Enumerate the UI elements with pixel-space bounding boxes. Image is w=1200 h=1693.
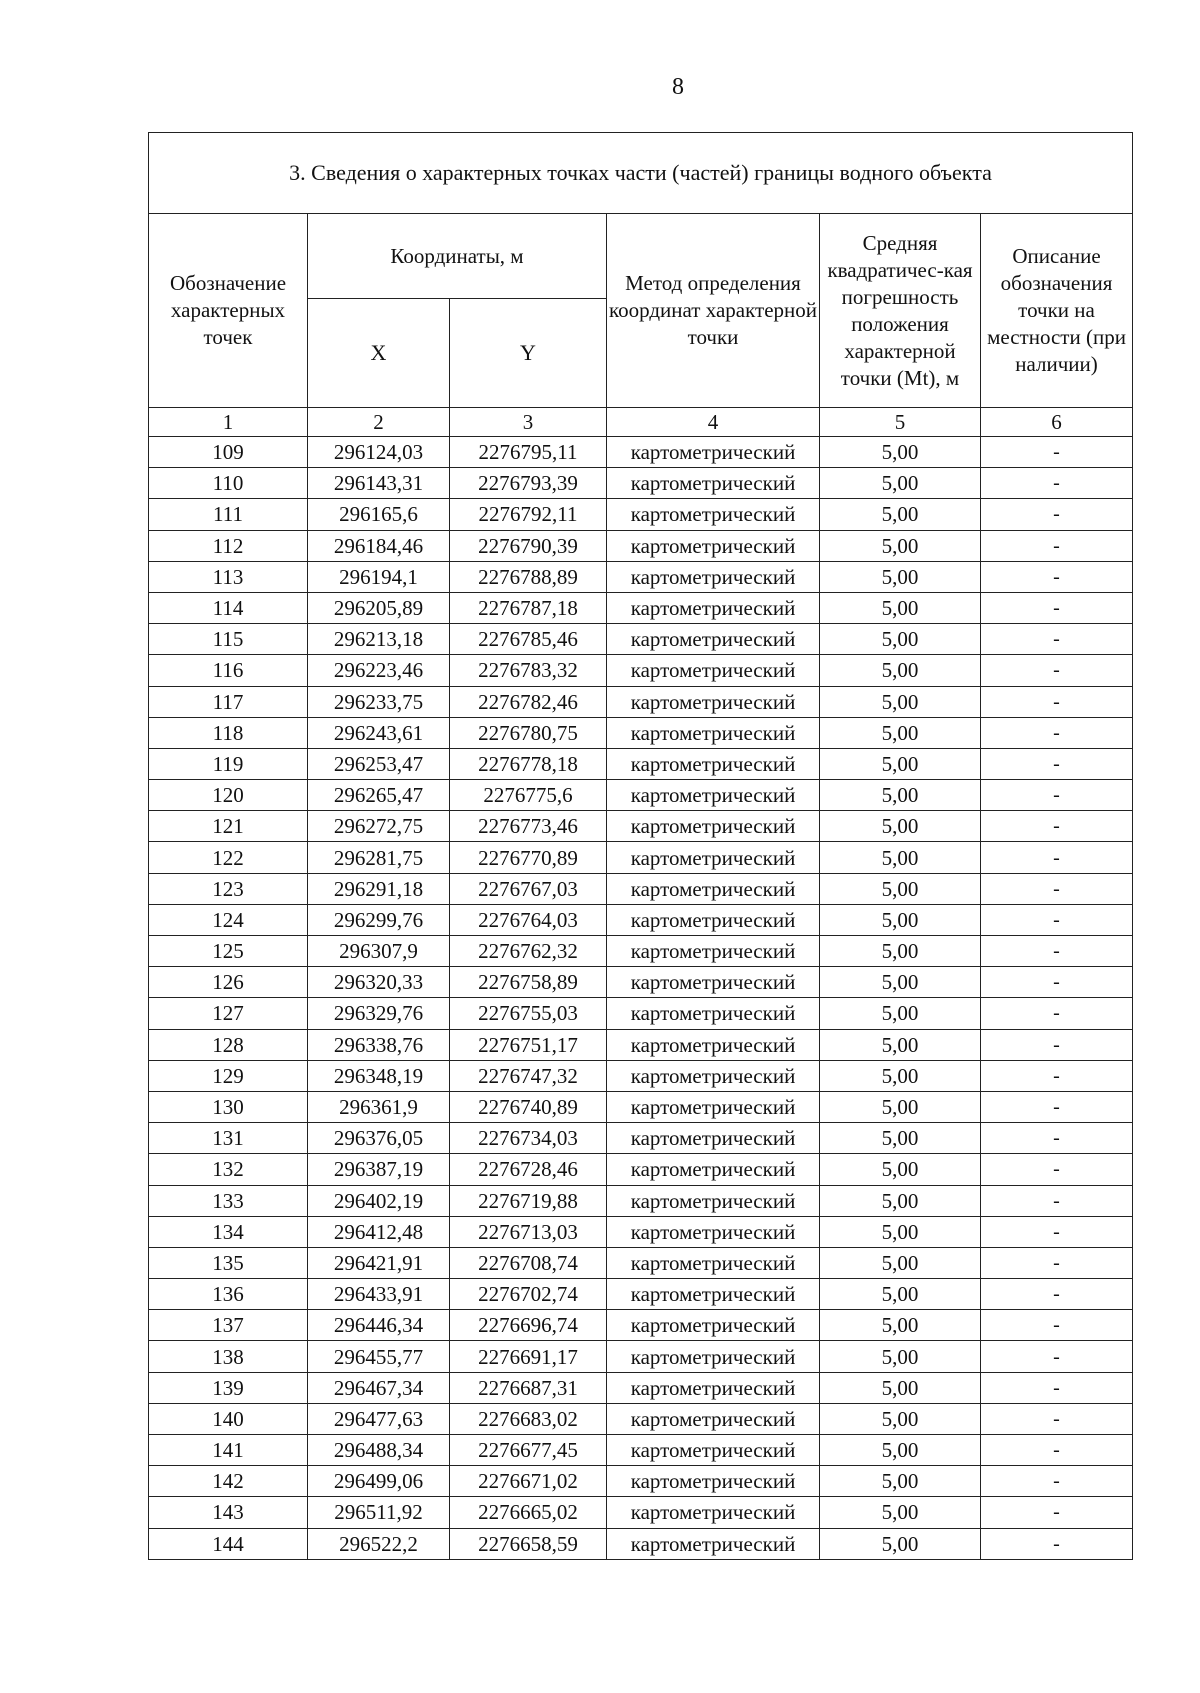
accuracy-cell: 5,00 (820, 1466, 981, 1497)
method-cell: картометрический (607, 686, 820, 717)
table-row (149, 655, 1133, 686)
accuracy-cell: 5,00 (820, 1216, 981, 1247)
table-row (149, 904, 1133, 935)
y-coordinate-cell: 2276795,11 (450, 437, 607, 468)
x-coordinate-cell: 296511,92 (308, 1497, 450, 1528)
x-coordinate-cell: 296361,9 (308, 1091, 450, 1122)
y-coordinate-cell: 2276696,74 (450, 1310, 607, 1341)
y-coordinate-cell: 2276767,03 (450, 873, 607, 904)
description-cell: - (981, 967, 1133, 998)
point-number-cell: 120 (149, 780, 308, 811)
method-cell: картометрический (607, 1310, 820, 1341)
x-coordinate-cell: 296291,18 (308, 873, 450, 904)
point-number-cell: 122 (149, 842, 308, 873)
x-coordinate-cell: 296499,06 (308, 1466, 450, 1497)
method-cell: картометрический (607, 1123, 820, 1154)
x-coordinate-cell: 296213,18 (308, 624, 450, 655)
header-method: Метод определения координат характерной точки (607, 214, 820, 408)
description-cell: - (981, 936, 1133, 967)
method-cell: картометрический (607, 1372, 820, 1403)
point-number-cell: 131 (149, 1123, 308, 1154)
description-cell: - (981, 1528, 1133, 1559)
x-coordinate-cell: 296223,46 (308, 655, 450, 686)
accuracy-cell: 5,00 (820, 592, 981, 623)
table-row (149, 592, 1133, 623)
point-number-cell: 112 (149, 530, 308, 561)
y-coordinate-cell: 2276782,46 (450, 686, 607, 717)
y-coordinate-cell: 2276775,6 (450, 780, 607, 811)
point-number-cell: 109 (149, 437, 308, 468)
description-cell: - (981, 499, 1133, 530)
table-row (149, 468, 1133, 499)
description-cell: - (981, 780, 1133, 811)
method-cell: картометрический (607, 1403, 820, 1434)
table-row (149, 873, 1133, 904)
table-row (149, 748, 1133, 779)
header-accuracy: Средняя квадратичес-кая погрешность положения характерной точки (Mt), м (820, 214, 981, 408)
y-coordinate-cell: 2276778,18 (450, 748, 607, 779)
table-row (149, 1279, 1133, 1310)
x-coordinate-cell: 296272,75 (308, 811, 450, 842)
y-coordinate-cell: 2276790,39 (450, 530, 607, 561)
y-coordinate-cell: 2276755,03 (450, 998, 607, 1029)
accuracy-cell: 5,00 (820, 1310, 981, 1341)
x-coordinate-cell: 296338,76 (308, 1029, 450, 1060)
table-row (149, 1091, 1133, 1122)
y-coordinate-cell: 2276687,31 (450, 1372, 607, 1403)
method-cell: картометрический (607, 655, 820, 686)
x-coordinate-cell: 296205,89 (308, 592, 450, 623)
x-coordinate-cell: 296233,75 (308, 686, 450, 717)
x-coordinate-cell: 296455,77 (308, 1341, 450, 1372)
accuracy-cell: 5,00 (820, 904, 981, 935)
method-cell: картометрический (607, 780, 820, 811)
x-coordinate-cell: 296243,61 (308, 717, 450, 748)
point-number-cell: 143 (149, 1497, 308, 1528)
method-cell: картометрический (607, 811, 820, 842)
point-number-cell: 127 (149, 998, 308, 1029)
accuracy-cell: 5,00 (820, 468, 981, 499)
description-cell: - (981, 873, 1133, 904)
column-number: 1 (149, 408, 308, 437)
point-number-cell: 126 (149, 967, 308, 998)
accuracy-cell: 5,00 (820, 1528, 981, 1559)
point-number-cell: 140 (149, 1403, 308, 1434)
accuracy-cell: 5,00 (820, 561, 981, 592)
accuracy-cell: 5,00 (820, 1341, 981, 1372)
column-number: 6 (981, 408, 1133, 437)
table-row (149, 1247, 1133, 1278)
x-coordinate-cell: 296265,47 (308, 780, 450, 811)
column-number: 2 (308, 408, 450, 437)
header-y: Y (450, 299, 607, 408)
method-cell: картометрический (607, 499, 820, 530)
method-cell: картометрический (607, 936, 820, 967)
method-cell: картометрический (607, 748, 820, 779)
method-cell: картометрический (607, 592, 820, 623)
y-coordinate-cell: 2276792,11 (450, 499, 607, 530)
x-coordinate-cell: 296433,91 (308, 1279, 450, 1310)
point-number-cell: 128 (149, 1029, 308, 1060)
accuracy-cell: 5,00 (820, 780, 981, 811)
accuracy-cell: 5,00 (820, 1185, 981, 1216)
method-cell: картометрический (607, 998, 820, 1029)
point-number-cell: 113 (149, 561, 308, 592)
table-row (149, 561, 1133, 592)
table-row (149, 437, 1133, 468)
method-cell: картометрический (607, 1060, 820, 1091)
header-description: Описание обозначения точки на местности (при наличии) (981, 214, 1133, 408)
x-coordinate-cell: 296124,03 (308, 437, 450, 468)
table-row (149, 1154, 1133, 1185)
method-cell: картометрический (607, 967, 820, 998)
y-coordinate-cell: 2276658,59 (450, 1528, 607, 1559)
x-coordinate-cell: 296299,76 (308, 904, 450, 935)
point-number-cell: 138 (149, 1341, 308, 1372)
accuracy-cell: 5,00 (820, 1154, 981, 1185)
table-row (149, 1185, 1133, 1216)
x-coordinate-cell: 296281,75 (308, 842, 450, 873)
y-coordinate-cell: 2276751,17 (450, 1029, 607, 1060)
table-row (149, 967, 1133, 998)
description-cell: - (981, 1497, 1133, 1528)
y-coordinate-cell: 2276734,03 (450, 1123, 607, 1154)
method-cell: картометрический (607, 561, 820, 592)
accuracy-cell: 5,00 (820, 624, 981, 655)
accuracy-cell: 5,00 (820, 686, 981, 717)
method-cell: картометрический (607, 717, 820, 748)
description-cell: - (981, 717, 1133, 748)
x-coordinate-cell: 296348,19 (308, 1060, 450, 1091)
column-number-row (149, 408, 1133, 437)
x-coordinate-cell: 296421,91 (308, 1247, 450, 1278)
point-number-cell: 137 (149, 1310, 308, 1341)
method-cell: картометрический (607, 1185, 820, 1216)
method-cell: картометрический (607, 1435, 820, 1466)
header-x: X (308, 299, 450, 408)
table-row (149, 624, 1133, 655)
y-coordinate-cell: 2276780,75 (450, 717, 607, 748)
x-coordinate-cell: 296376,05 (308, 1123, 450, 1154)
x-coordinate-cell: 296467,34 (308, 1372, 450, 1403)
x-coordinate-cell: 296165,6 (308, 499, 450, 530)
table-row (149, 717, 1133, 748)
method-cell: картометрический (607, 1279, 820, 1310)
y-coordinate-cell: 2276702,74 (450, 1279, 607, 1310)
point-number-cell: 135 (149, 1247, 308, 1278)
accuracy-cell: 5,00 (820, 655, 981, 686)
point-number-cell: 124 (149, 904, 308, 935)
table-row (149, 842, 1133, 873)
y-coordinate-cell: 2276691,17 (450, 1341, 607, 1372)
x-coordinate-cell: 296184,46 (308, 530, 450, 561)
y-coordinate-cell: 2276787,18 (450, 592, 607, 623)
y-coordinate-cell: 2276740,89 (450, 1091, 607, 1122)
point-number-cell: 118 (149, 717, 308, 748)
description-cell: - (981, 468, 1133, 499)
description-cell: - (981, 437, 1133, 468)
point-number-cell: 121 (149, 811, 308, 842)
accuracy-cell: 5,00 (820, 1279, 981, 1310)
method-cell: картометрический (607, 1497, 820, 1528)
accuracy-cell: 5,00 (820, 967, 981, 998)
accuracy-cell: 5,00 (820, 437, 981, 468)
description-cell: - (981, 655, 1133, 686)
accuracy-cell: 5,00 (820, 1029, 981, 1060)
description-cell: - (981, 592, 1133, 623)
y-coordinate-cell: 2276788,89 (450, 561, 607, 592)
y-coordinate-cell: 2276728,46 (450, 1154, 607, 1185)
point-number-cell: 136 (149, 1279, 308, 1310)
accuracy-cell: 5,00 (820, 748, 981, 779)
point-number-cell: 116 (149, 655, 308, 686)
point-number-cell: 142 (149, 1466, 308, 1497)
point-number-cell: 110 (149, 468, 308, 499)
point-number-cell: 115 (149, 624, 308, 655)
point-number-cell: 111 (149, 499, 308, 530)
description-cell: - (981, 842, 1133, 873)
x-coordinate-cell: 296477,63 (308, 1403, 450, 1434)
table-row (149, 530, 1133, 561)
description-cell: - (981, 1435, 1133, 1466)
accuracy-cell: 5,00 (820, 936, 981, 967)
accuracy-cell: 5,00 (820, 1060, 981, 1091)
x-coordinate-cell: 296412,48 (308, 1216, 450, 1247)
description-cell: - (981, 904, 1133, 935)
x-coordinate-cell: 296253,47 (308, 748, 450, 779)
y-coordinate-cell: 2276708,74 (450, 1247, 607, 1278)
y-coordinate-cell: 2276671,02 (450, 1466, 607, 1497)
method-cell: картометрический (607, 1216, 820, 1247)
y-coordinate-cell: 2276773,46 (450, 811, 607, 842)
table-row (149, 1341, 1133, 1372)
boundary-points-table (148, 132, 1133, 1560)
method-cell: картометрический (607, 1341, 820, 1372)
method-cell: картометрический (607, 1247, 820, 1278)
description-cell: - (981, 1185, 1133, 1216)
description-cell: - (981, 1403, 1133, 1434)
description-cell: - (981, 1029, 1133, 1060)
method-cell: картометрический (607, 842, 820, 873)
accuracy-cell: 5,00 (820, 998, 981, 1029)
y-coordinate-cell: 2276719,88 (450, 1185, 607, 1216)
column-number: 5 (820, 408, 981, 437)
point-number-cell: 132 (149, 1154, 308, 1185)
table-row (149, 1310, 1133, 1341)
table-title: 3. Сведения о характерных точках части (частей) границы водного объекта (149, 133, 1133, 214)
y-coordinate-cell: 2276677,45 (450, 1435, 607, 1466)
table-row (149, 1466, 1133, 1497)
column-number: 3 (450, 408, 607, 437)
y-coordinate-cell: 2276665,02 (450, 1497, 607, 1528)
point-number-cell: 117 (149, 686, 308, 717)
table-row (149, 1435, 1133, 1466)
method-cell: картометрический (607, 1154, 820, 1185)
description-cell: - (981, 1216, 1133, 1247)
column-number: 4 (607, 408, 820, 437)
y-coordinate-cell: 2276785,46 (450, 624, 607, 655)
table-row (149, 1060, 1133, 1091)
description-cell: - (981, 1123, 1133, 1154)
method-cell: картометрический (607, 1466, 820, 1497)
method-cell: картометрический (607, 1091, 820, 1122)
point-number-cell: 141 (149, 1435, 308, 1466)
y-coordinate-cell: 2276793,39 (450, 468, 607, 499)
description-cell: - (981, 686, 1133, 717)
description-cell: - (981, 561, 1133, 592)
accuracy-cell: 5,00 (820, 499, 981, 530)
x-coordinate-cell: 296307,9 (308, 936, 450, 967)
point-number-cell: 119 (149, 748, 308, 779)
table-row (149, 811, 1133, 842)
method-cell: картометрический (607, 904, 820, 935)
description-cell: - (981, 1091, 1133, 1122)
table-body (149, 437, 1133, 1560)
description-cell: - (981, 1372, 1133, 1403)
point-number-cell: 144 (149, 1528, 308, 1559)
point-number-cell: 133 (149, 1185, 308, 1216)
method-cell: картометрический (607, 1029, 820, 1060)
accuracy-cell: 5,00 (820, 1403, 981, 1434)
method-cell: картометрический (607, 1528, 820, 1559)
x-coordinate-cell: 296320,33 (308, 967, 450, 998)
point-number-cell: 129 (149, 1060, 308, 1091)
x-coordinate-cell: 296488,34 (308, 1435, 450, 1466)
table-row (149, 780, 1133, 811)
accuracy-cell: 5,00 (820, 1372, 981, 1403)
y-coordinate-cell: 2276783,32 (450, 655, 607, 686)
description-cell: - (981, 1279, 1133, 1310)
method-cell: картометрический (607, 468, 820, 499)
y-coordinate-cell: 2276747,32 (450, 1060, 607, 1091)
description-cell: - (981, 624, 1133, 655)
x-coordinate-cell: 296329,76 (308, 998, 450, 1029)
x-coordinate-cell: 296143,31 (308, 468, 450, 499)
description-cell: - (981, 998, 1133, 1029)
header-designation: Обозначение характерных точек (149, 214, 308, 408)
table-row (149, 1029, 1133, 1060)
method-cell: картометрический (607, 624, 820, 655)
accuracy-cell: 5,00 (820, 717, 981, 748)
description-cell: - (981, 1341, 1133, 1372)
description-cell: - (981, 811, 1133, 842)
x-coordinate-cell: 296194,1 (308, 561, 450, 592)
x-coordinate-cell: 296522,2 (308, 1528, 450, 1559)
header-coordinates: Координаты, м (308, 214, 607, 299)
description-cell: - (981, 1154, 1133, 1185)
point-number-cell: 139 (149, 1372, 308, 1403)
table-row (149, 1403, 1133, 1434)
description-cell: - (981, 748, 1133, 779)
y-coordinate-cell: 2276683,02 (450, 1403, 607, 1434)
table-row (149, 936, 1133, 967)
point-number-cell: 114 (149, 592, 308, 623)
accuracy-cell: 5,00 (820, 842, 981, 873)
table-row (149, 1528, 1133, 1559)
y-coordinate-cell: 2276762,32 (450, 936, 607, 967)
accuracy-cell: 5,00 (820, 530, 981, 561)
accuracy-cell: 5,00 (820, 1123, 981, 1154)
accuracy-cell: 5,00 (820, 1091, 981, 1122)
point-number-cell: 130 (149, 1091, 308, 1122)
accuracy-cell: 5,00 (820, 1247, 981, 1278)
description-cell: - (981, 1247, 1133, 1278)
method-cell: картометрический (607, 873, 820, 904)
table-row (149, 998, 1133, 1029)
table-row (149, 1123, 1133, 1154)
accuracy-cell: 5,00 (820, 873, 981, 904)
y-coordinate-cell: 2276713,03 (450, 1216, 607, 1247)
x-coordinate-cell: 296387,19 (308, 1154, 450, 1185)
description-cell: - (981, 1310, 1133, 1341)
method-cell: картометрический (607, 530, 820, 561)
point-number-cell: 123 (149, 873, 308, 904)
description-cell: - (981, 1060, 1133, 1091)
table-row (149, 499, 1133, 530)
y-coordinate-cell: 2276764,03 (450, 904, 607, 935)
table-row (149, 686, 1133, 717)
description-cell: - (981, 530, 1133, 561)
accuracy-cell: 5,00 (820, 1497, 981, 1528)
accuracy-cell: 5,00 (820, 1435, 981, 1466)
table-row (149, 1372, 1133, 1403)
table-row (149, 1216, 1133, 1247)
y-coordinate-cell: 2276770,89 (450, 842, 607, 873)
description-cell: - (981, 1466, 1133, 1497)
accuracy-cell: 5,00 (820, 811, 981, 842)
x-coordinate-cell: 296402,19 (308, 1185, 450, 1216)
x-coordinate-cell: 296446,34 (308, 1310, 450, 1341)
table-row (149, 1497, 1133, 1528)
point-number-cell: 125 (149, 936, 308, 967)
page-number: 8 (672, 74, 684, 100)
point-number-cell: 134 (149, 1216, 308, 1247)
y-coordinate-cell: 2276758,89 (450, 967, 607, 998)
method-cell: картометрический (607, 437, 820, 468)
